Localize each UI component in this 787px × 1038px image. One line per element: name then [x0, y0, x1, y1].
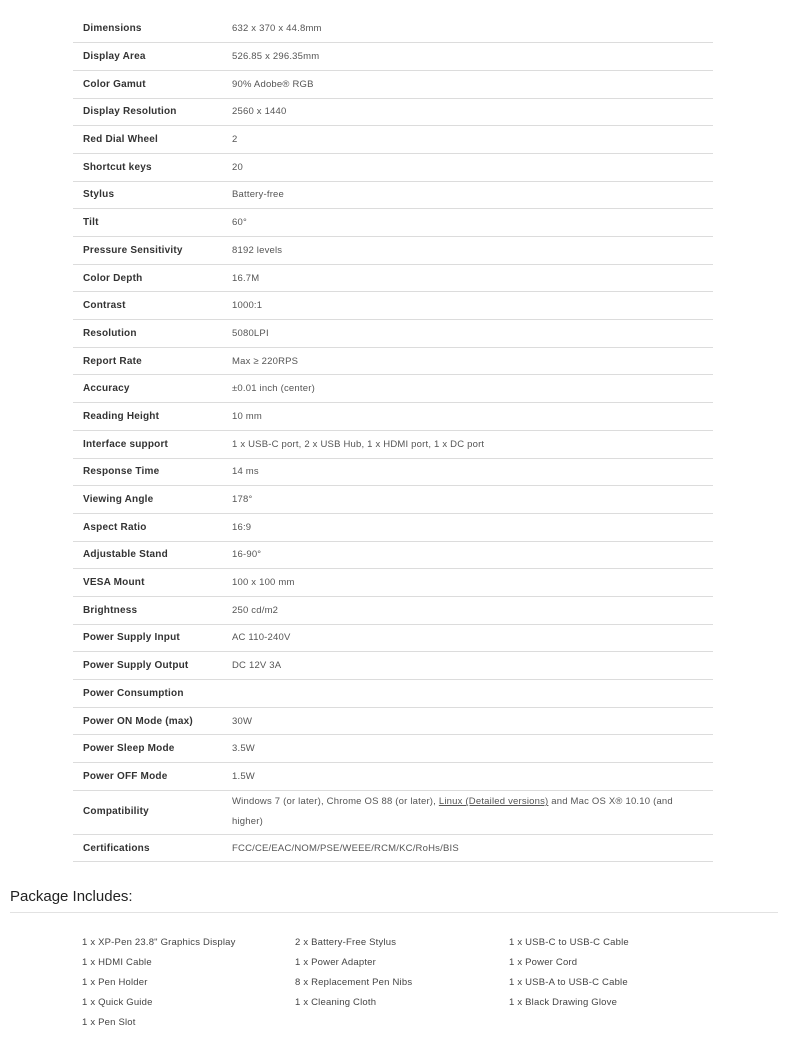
spec-label: Power Consumption	[73, 680, 232, 708]
spec-row	[73, 181, 713, 209]
linux-versions-link[interactable]: Linux (Detailed versions)	[438, 796, 549, 808]
spec-row	[73, 292, 713, 320]
package-item: 1 x USB-A to USB-C Cable	[509, 977, 628, 988]
spec-row	[73, 541, 713, 569]
spec-row	[73, 153, 713, 181]
section-divider	[10, 912, 778, 913]
package-item: 1 x HDMI Cable	[82, 957, 152, 968]
package-item: 1 x Quick Guide	[82, 997, 153, 1008]
spec-value: FCC/CE/EAC/NOM/PSE/WEEE/RCM/KC/RoHs/BIS	[232, 834, 713, 862]
spec-value: 14 ms	[232, 458, 713, 486]
spec-label: Power Sleep Mode	[73, 735, 232, 763]
package-item: 1 x Pen Holder	[82, 977, 148, 988]
spec-row	[73, 624, 713, 652]
spec-row	[73, 652, 713, 680]
spec-row	[73, 320, 713, 348]
spec-value: 250 cd/m2	[232, 596, 713, 624]
spec-label: Report Rate	[73, 347, 232, 375]
spec-row	[73, 375, 713, 403]
spec-value: 16:9	[232, 513, 713, 541]
spec-value: 10 mm	[232, 403, 713, 431]
spec-label: Stylus	[73, 181, 232, 209]
spec-value: 5080LPI	[232, 320, 713, 348]
package-item: 1 x XP-Pen 23.8" Graphics Display	[82, 937, 236, 948]
spec-label: Color Depth	[73, 264, 232, 292]
spec-label: Color Gamut	[73, 70, 232, 98]
spec-value: 1000:1	[232, 292, 713, 320]
spec-value: ±0.01 inch (center)	[232, 375, 713, 403]
spec-label: Certifications	[73, 834, 232, 862]
spec-label: Aspect Ratio	[73, 513, 232, 541]
spec-value: 100 x 100 mm	[232, 569, 713, 597]
spec-label: Red Dial Wheel	[73, 126, 232, 154]
package-item: 2 x Battery-Free Stylus	[295, 937, 397, 948]
spec-row	[73, 403, 713, 431]
spec-row	[73, 430, 713, 458]
spec-label: Power Supply Input	[73, 624, 232, 652]
spec-value: 60°	[232, 209, 713, 237]
spec-value: 3.5W	[232, 735, 713, 763]
spec-value: AC 110-240V	[232, 624, 713, 652]
spec-label: Power Supply Output	[73, 652, 232, 680]
spec-row	[73, 458, 713, 486]
spec-value: 8192 levels	[232, 237, 713, 265]
spec-row	[73, 264, 713, 292]
spec-row	[73, 707, 713, 735]
compat-text-before: Windows 7 (or later), Chrome OS 88 (or later),	[232, 796, 439, 808]
package-item: 1 x Cleaning Cloth	[295, 997, 377, 1008]
spec-label: Power ON Mode (max)	[73, 707, 232, 735]
spec-row	[73, 15, 713, 43]
spec-row	[73, 569, 713, 597]
spec-row	[73, 735, 713, 763]
spec-value: 1.5W	[232, 763, 713, 791]
spec-row	[73, 43, 713, 71]
spec-table-body	[73, 15, 713, 862]
spec-label: Interface support	[73, 430, 232, 458]
spec-row	[73, 680, 713, 708]
spec-row	[73, 126, 713, 154]
spec-label: Brightness	[73, 596, 232, 624]
spec-value: Max ≥ 220RPS	[232, 347, 713, 375]
spec-label: Reading Height	[73, 403, 232, 431]
spec-row	[73, 98, 713, 126]
spec-row	[73, 486, 713, 514]
spec-label: Display Area	[73, 43, 232, 71]
spec-label: Dimensions	[73, 15, 232, 43]
spec-value: 90% Adobe® RGB	[232, 70, 713, 98]
spec-value: 16.7M	[232, 264, 713, 292]
spec-row	[73, 209, 713, 237]
spec-value: 20	[232, 153, 713, 181]
spec-value-compatibility	[232, 790, 713, 834]
spec-row	[73, 513, 713, 541]
spec-label: Contrast	[73, 292, 232, 320]
package-item: 1 x Power Cord	[509, 957, 578, 968]
spec-value: 16-90°	[232, 541, 713, 569]
spec-label: Shortcut keys	[73, 153, 232, 181]
package-item: 8 x Replacement Pen Nibs	[295, 977, 413, 988]
spec-label: VESA Mount	[73, 569, 232, 597]
package-item: 1 x Black Drawing Glove	[509, 997, 618, 1008]
spec-value: 2	[232, 126, 713, 154]
spec-value: 30W	[232, 707, 713, 735]
spec-label: Response Time	[73, 458, 232, 486]
spec-value: 632 x 370 x 44.8mm	[232, 15, 713, 43]
spec-row	[73, 347, 713, 375]
spec-value	[232, 680, 713, 708]
compat-text-after: and Mac OS X® 10.10 (and higher)	[232, 796, 673, 828]
spec-label: Accuracy	[73, 375, 232, 403]
spec-value: DC 12V 3A	[232, 652, 713, 680]
spec-row-certifications	[73, 834, 713, 862]
spec-label: Power OFF Mode	[73, 763, 232, 791]
package-items-grid	[82, 935, 742, 1035]
spec-value: Battery-free	[232, 181, 713, 209]
package-item: 1 x USB-C to USB-C Cable	[509, 937, 629, 948]
spec-value: 178°	[232, 486, 713, 514]
spec-value: 1 x USB-C port, 2 x USB Hub, 1 x HDMI port, 1 x DC port	[232, 430, 713, 458]
spec-value: 2560 x 1440	[232, 98, 713, 126]
spec-row	[73, 596, 713, 624]
package-includes-heading: Package Includes:	[10, 888, 133, 905]
package-item: 1 x Power Adapter	[295, 957, 377, 968]
spec-row	[73, 763, 713, 791]
spec-row-compatibility	[73, 790, 713, 834]
spec-label: Compatibility	[73, 790, 232, 834]
spec-label: Display Resolution	[73, 98, 232, 126]
spec-row	[73, 70, 713, 98]
spec-table	[73, 15, 713, 862]
spec-label: Tilt	[73, 209, 232, 237]
package-item: 1 x Pen Slot	[82, 1017, 136, 1028]
spec-label: Viewing Angle	[73, 486, 232, 514]
spec-label: Resolution	[73, 320, 232, 348]
spec-value: 526.85 x 296.35mm	[232, 43, 713, 71]
spec-row	[73, 237, 713, 265]
spec-label: Pressure Sensitivity	[73, 237, 232, 265]
spec-label: Adjustable Stand	[73, 541, 232, 569]
